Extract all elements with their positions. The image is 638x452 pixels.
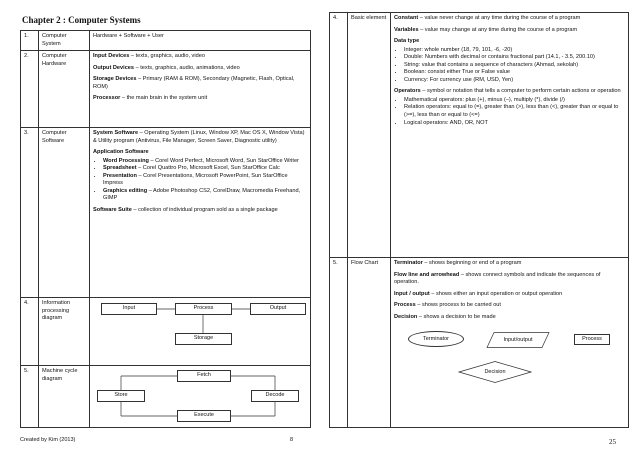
definition: – collection of individual program sold as a single package: [131, 207, 278, 214]
row-content: [90, 128, 311, 298]
list-item: • Double: Numbers with decimal or contains fractional part (14.1, - 3.5, 200.10): [404, 54, 625, 62]
row-number: 5.: [21, 366, 39, 428]
input-box: Input: [101, 303, 157, 315]
definition: – texts, graphics, audio, animations, video: [134, 64, 240, 71]
decision-symbol: Decision: [484, 369, 506, 376]
store-box: Store: [97, 390, 145, 402]
table-row: [21, 128, 311, 298]
list-item: • Currency: For currency use (RM, USD, Yen): [404, 77, 625, 85]
right-page: [319, 0, 638, 452]
operator-list: [394, 97, 625, 127]
row-content: [90, 51, 311, 128]
list-item: • Relation operators: equal to (=), greater than (>), less than (<), greater than or equal to (>=), less than or equal to (<=): [404, 104, 625, 119]
row-content: Hardware + Software + User: [90, 31, 311, 51]
page-number: 8: [290, 437, 294, 443]
process-symbol: Process: [574, 334, 610, 345]
definition: – texts, graphics, audio, video: [129, 53, 205, 60]
list-item: • Presentation – Corel Presentations, Microsoft PowerPoint, Sun StarOffice Impress: [103, 173, 307, 188]
flowchart-symbols: [394, 329, 625, 387]
list-item: • Spreadsheet – Corel Quattro Pro, Microsoft Excel, Sun StarOffice Calc: [103, 165, 307, 173]
decode-box: Decode: [251, 390, 299, 402]
definition: – Primary (RAM & ROM), Secondary (Magnetic, Flash, Optical, ROM): [93, 76, 295, 90]
term: Processor: [93, 95, 121, 102]
term: Output Devices: [93, 64, 135, 71]
app-list: [93, 158, 307, 203]
table-row: [21, 31, 311, 51]
footer-credit: Created by Kim (2013): [20, 437, 76, 443]
row-number: 2.: [21, 51, 39, 128]
row-label: Basic element: [348, 13, 391, 258]
row-label: Computer Hardware: [39, 51, 90, 128]
row-number: 4.: [21, 298, 39, 366]
execute-box: Execute: [177, 410, 231, 422]
term: Software Suite: [93, 207, 132, 214]
storage-box: Storage: [175, 333, 232, 345]
io-symbol: Input/output: [503, 336, 533, 343]
table-row: [330, 13, 629, 258]
definition: – the main brain in the system unit: [120, 95, 208, 102]
summary-table-left: [20, 30, 311, 428]
terminator-symbol: Terminator: [408, 331, 464, 347]
list-item: • Boolean: consist either True or False value: [404, 69, 625, 77]
fetch-box: Fetch: [177, 370, 231, 382]
row-content: Constant – value never change at any time during the course of a program Variables – value may change at any time during the course of a program Data type • Integer: whole number (18, 79, 101, -6, -20) • Double: Numbers with decimal or contains fractional part (14.1, - 3.5, 200.10) • String: value that contains a sequence of characters (Ahmad, sekolah) • Boolean: consist either True or False value • Currency: For currency use (RM, USD, Yen) Operators – symbol or notation that tells a computer to perform certain actions or operation • Mathematical operators: plus (+), minus (–), multiply (*), divide (/) • Relation operators: equal to (=), greater than (>), less than (<), greater than or equal to (>=), less than or equal to (<=) • Logical operators: AND, OR, NOT: [391, 13, 629, 258]
row-label: Computer Software: [39, 128, 90, 298]
table-row: [21, 298, 311, 366]
process-box: Process: [175, 303, 232, 315]
row-label: Flow Chart: [348, 258, 391, 428]
term: Storage Devices: [93, 76, 137, 83]
row-number: 4.: [330, 13, 348, 258]
info-processing-diagram: [90, 298, 311, 366]
row-number: 3.: [21, 128, 39, 298]
row-label: Information processing diagram: [39, 298, 90, 366]
term: Application Software: [93, 149, 149, 156]
summary-table-right: [329, 12, 629, 428]
term: Input Devices: [93, 53, 130, 60]
data-type-list: [394, 47, 625, 85]
table-row: [330, 258, 629, 428]
row-label: Machine cycle diagram: [39, 366, 90, 428]
row-label: Computer System: [39, 31, 90, 51]
table-row: [21, 366, 311, 428]
list-item: • Integer: whole number (18, 79, 101, -6, -20): [404, 47, 625, 55]
page-number: 25: [609, 438, 616, 446]
term: System Software: [93, 130, 139, 137]
list-item: • Logical operators: AND, OR, NOT: [404, 120, 625, 128]
list-item: • String: value that contains a sequence of characters (Ahmad, sekolah): [404, 62, 625, 70]
definition: – Operating System (Linux, Window XP, Mac OS X, Window Vista) & Utility program (Antivirus, File Manager, Screen Saver, Diagnostic utility): [93, 130, 305, 144]
list-item: • Mathematical operators: plus (+), minus (–), multiply (*), divide (/): [404, 97, 625, 105]
row-number: 5.: [330, 258, 348, 428]
list-item: • Graphics editing – Adobe Photoshop CS2, CorelDraw, Macromedia Freehand, GIMP: [103, 188, 307, 203]
list-item: • Word Processing – Corel Word Perfect, Microsoft Word, Sun StarOffice Writer: [103, 158, 307, 166]
row-content: Terminator – shows beginning or end of a program Flow line and arrowhead – shows connect symbols and indicate the sequences of operation. Input / output – shows either an input operation or output operation Process – shows process to be carried out Decision – shows a decision to be made Terminator Input/output Process Decision: [391, 258, 629, 428]
table-row: [21, 51, 311, 128]
output-box: Output: [250, 303, 306, 315]
machine-cycle-diagram: [90, 366, 311, 428]
row-number: 1.: [21, 31, 39, 51]
page-title: Chapter 2 : Computer Systems: [22, 15, 141, 25]
